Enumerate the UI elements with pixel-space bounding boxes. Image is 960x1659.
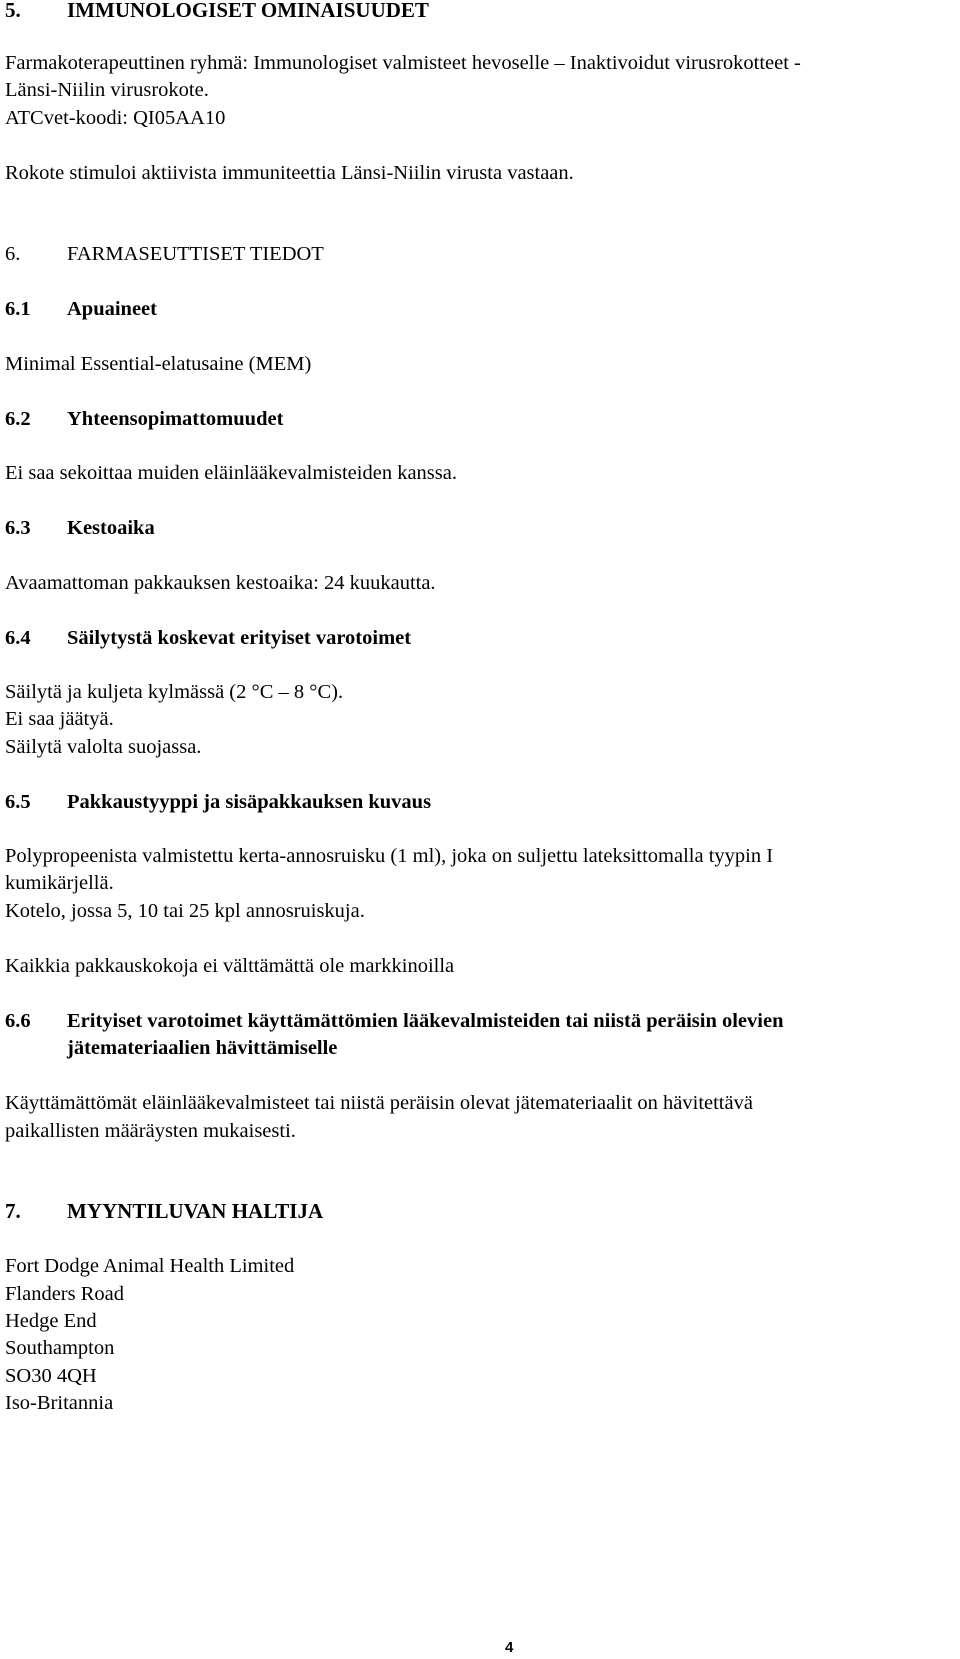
paragraph-line: Säilytä valolta suojassa. xyxy=(5,736,202,758)
subsection-6-5-heading xyxy=(5,788,431,817)
section-7-heading xyxy=(5,1197,323,1226)
paragraph-line: Polypropeenista valmistettu kerta-annosruisku (1 ml), joka on suljettu lateksittomalla tyypin I xyxy=(5,845,774,867)
section-title: Säilytystä koskevat erityiset varotoimet xyxy=(67,627,412,649)
section-title: IMMUNOLOGISET OMINAISUUDET xyxy=(67,0,429,22)
subsection-6-3-heading xyxy=(5,514,155,543)
paragraph-line: Ei saa sekoittaa muiden eläinlääkevalmisteiden kanssa. xyxy=(5,462,457,484)
section-title: Apuaineet xyxy=(67,298,157,320)
paragraph-line: Käyttämättömät eläinlääkevalmisteet tai niistä peräisin olevat jätemateriaalit on hävitettävä xyxy=(5,1092,753,1114)
subsection-6-6-heading-cont: jätemateriaalien hävittämiselle xyxy=(67,1037,338,1059)
subsection-6-4-heading xyxy=(5,624,411,653)
section-title: Yhteensopimattomuudet xyxy=(67,408,284,430)
paragraph-line: Ei saa jäätyä. xyxy=(5,708,114,730)
subsection-6-1-heading xyxy=(5,295,157,324)
paragraph-line: Länsi-Niilin virusrokote. xyxy=(5,79,209,101)
section-number: 5. xyxy=(5,0,21,22)
section-number: 7. xyxy=(5,1199,21,1223)
paragraph-line: Farmakoterapeuttinen ryhmä: Immunologiset valmisteet hevoselle – Inaktivoidut virusrokotteet - xyxy=(5,52,801,74)
section-number: 6.1 xyxy=(5,298,31,320)
address-line: Hedge End xyxy=(5,1310,97,1332)
section-number: 6.3 xyxy=(5,517,31,539)
paragraph-line: Säilytä ja kuljeta kylmässä (2 °C – 8 °C). xyxy=(5,681,344,703)
paragraph-line: Rokote stimuloi aktiivista immuniteettia Länsi-Niilin virusta vastaan. xyxy=(5,162,574,184)
subsection-6-2-heading xyxy=(5,405,283,434)
paragraph-line: Kotelo, jossa 5, 10 tai 25 kpl annosruiskuja. xyxy=(5,900,365,922)
section-number: 6.2 xyxy=(5,408,31,430)
address-line: Iso-Britannia xyxy=(5,1392,114,1414)
section-6-heading xyxy=(5,240,324,269)
section-5-heading xyxy=(5,0,429,25)
section-title: Pakkaustyyppi ja sisäpakkauksen kuvaus xyxy=(67,791,432,813)
paragraph-line: paikallisten määräysten mukaisesti. xyxy=(5,1120,296,1142)
paragraph-line: Minimal Essential-elatusaine (MEM) xyxy=(5,353,312,375)
section-title: Erityiset varotoimet käyttämättömien lääkevalmisteiden tai niistä peräisin olevien xyxy=(67,1010,784,1032)
address-line: Fort Dodge Animal Health Limited xyxy=(5,1255,295,1277)
address-line: Southampton xyxy=(5,1337,115,1359)
section-number: 6.4 xyxy=(5,627,31,649)
section-number: 6. xyxy=(5,243,21,265)
address-line: Flanders Road xyxy=(5,1283,124,1305)
subsection-6-6-heading xyxy=(5,1007,783,1036)
paragraph-line: Avaamattoman pakkauksen kestoaika: 24 kuukautta. xyxy=(5,572,436,594)
paragraph-line: Kaikkia pakkauskokoja ei välttämättä ole markkinoilla xyxy=(5,955,455,977)
section-title: FARMASEUTTISET TIEDOT xyxy=(67,243,324,265)
address-line: SO30 4QH xyxy=(5,1365,97,1387)
section-title: Kestoaika xyxy=(67,517,155,539)
paragraph-line: ATCvet-koodi: QI05AA10 xyxy=(5,107,226,129)
page-number: 4 xyxy=(505,1639,514,1656)
paragraph-line: kumikärjellä. xyxy=(5,872,114,894)
section-number: 6.5 xyxy=(5,791,31,813)
section-number: 6.6 xyxy=(5,1010,31,1032)
section-title: MYYNTILUVAN HALTIJA xyxy=(67,1199,324,1223)
